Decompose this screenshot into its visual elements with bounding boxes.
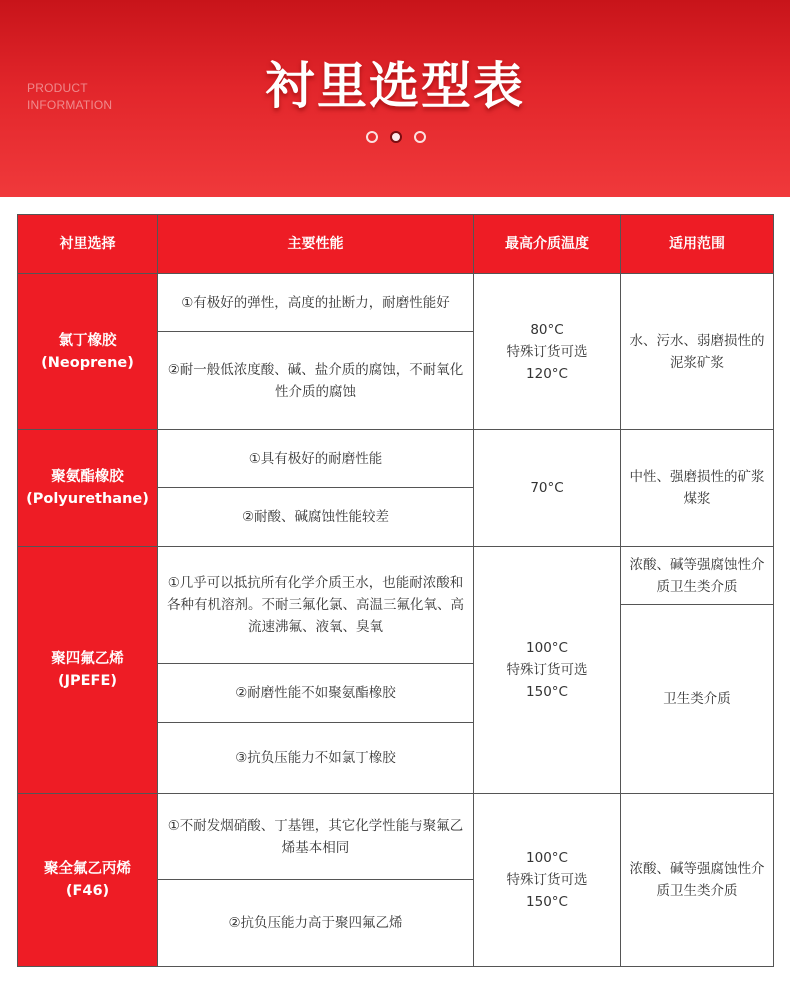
lining-name-cell bbox=[18, 430, 158, 547]
lining-name-cell bbox=[18, 794, 158, 967]
temperature-cell bbox=[474, 430, 621, 547]
performance-cell: ③抗负压能力不如氯丁橡胶 bbox=[158, 723, 474, 794]
lining-name-en: (Neoprene) bbox=[41, 354, 134, 371]
temperature-value: 80°C bbox=[530, 321, 564, 338]
temperature-value: 100°C bbox=[526, 640, 568, 656]
scope-cell: 浓酸、碱等强腐蚀性介质卫生类介质 bbox=[621, 794, 774, 967]
performance-cell: ②耐酸、碱腐蚀性能较差 bbox=[158, 488, 474, 547]
table-header-row bbox=[18, 215, 774, 274]
lining-name-cell bbox=[18, 274, 158, 430]
scope-cell: 水、污水、弱磨损性的泥浆矿浆 bbox=[621, 274, 774, 430]
performance-cell: ②抗负压能力高于聚四氟乙烯 bbox=[158, 880, 474, 967]
scope-cell: 卫生类介质 bbox=[621, 605, 774, 794]
header-banner bbox=[0, 0, 790, 197]
header-max-temperature: 最高介质温度 bbox=[474, 215, 621, 274]
performance-cell: ①有极好的弹性，高度的扯断力，耐磨性能好 bbox=[158, 274, 474, 332]
lining-selection-table bbox=[17, 214, 774, 967]
header-scope: 适用范围 bbox=[621, 215, 774, 274]
temperature-value-alt: 120°C bbox=[526, 365, 568, 382]
dot-active-icon bbox=[390, 131, 402, 143]
table-row bbox=[18, 430, 774, 488]
temperature-note: 特殊订货可选 bbox=[506, 872, 588, 888]
table-row bbox=[18, 274, 774, 332]
dot-icon bbox=[366, 131, 378, 143]
lining-name-en: (Polyurethane) bbox=[26, 491, 149, 507]
temperature-value: 100°C bbox=[526, 850, 568, 866]
temperature-note: 特殊订货可选 bbox=[506, 343, 588, 360]
banner-subtitle-line1: PRODUCT bbox=[27, 81, 88, 95]
temperature-cell bbox=[474, 794, 621, 967]
temperature-cell bbox=[474, 547, 621, 794]
temperature-value-alt: 150°C bbox=[526, 894, 568, 910]
lining-name-en: (F46) bbox=[65, 883, 110, 899]
scope-cell: 中性、强磨损性的矿浆煤浆 bbox=[621, 430, 774, 547]
performance-cell: ②耐一般低浓度酸、碱、盐介质的腐蚀，不耐氧化性介质的腐蚀 bbox=[158, 332, 474, 430]
performance-cell: ①几乎可以抵抗所有化学介质王水，也能耐浓酸和各种有机溶剂。不耐三氟化氯、高温三氟化氧、高流速沸氟、液氧、臭氧 bbox=[158, 547, 474, 664]
table-row bbox=[18, 794, 774, 880]
table-row bbox=[18, 547, 774, 605]
temperature-cell bbox=[474, 274, 621, 430]
temperature-value: 70°C bbox=[530, 480, 564, 496]
header-lining: 衬里选择 bbox=[18, 215, 158, 274]
temperature-note: 特殊订货可选 bbox=[506, 662, 588, 678]
lining-name: 聚全氟乙丙烯 bbox=[44, 861, 131, 877]
page-title: 衬里选型表 bbox=[265, 57, 525, 115]
lining-name: 聚四氟乙烯 bbox=[51, 651, 124, 667]
lining-name-en: (JPEFE) bbox=[58, 673, 117, 689]
header-performance: 主要性能 bbox=[158, 215, 474, 274]
performance-cell: ②耐磨性能不如聚氨酯橡胶 bbox=[158, 664, 474, 723]
lining-name: 氯丁橡胶 bbox=[58, 332, 117, 349]
scope-cell: 浓酸、碱等强腐蚀性介质卫生类介质 bbox=[621, 547, 774, 605]
performance-cell: ①不耐发烟硝酸、丁基锂，其它化学性能与聚氟乙烯基本相同 bbox=[158, 794, 474, 880]
lining-name: 聚氨酯橡胶 bbox=[51, 469, 124, 485]
temperature-value-alt: 150°C bbox=[526, 684, 568, 700]
performance-cell: ①具有极好的耐磨性能 bbox=[158, 430, 474, 488]
lining-name-cell bbox=[18, 547, 158, 794]
banner-subtitle-line2: INFORMATION bbox=[27, 98, 113, 112]
dot-icon bbox=[414, 131, 426, 143]
